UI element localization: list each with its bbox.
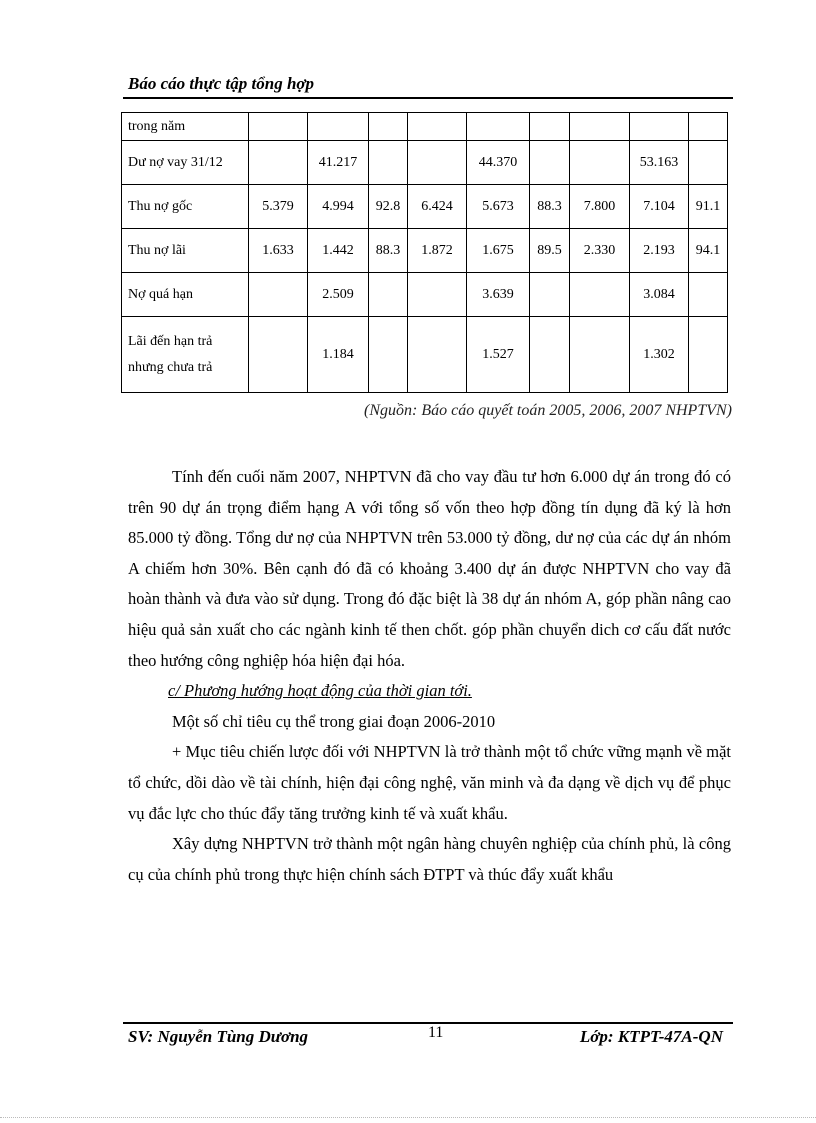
row-label-line: Dư nợ vay 31/12 [128,154,223,170]
page-number: 11 [428,1024,444,1041]
table-cell: 88.3 [369,229,408,273]
table-row [122,273,728,317]
footer-student: SV: Nguyễn Tùng Dương [128,1027,309,1046]
table-cell [408,273,467,317]
table-cell [689,317,728,393]
row-label-line: Thu nợ lãi [128,242,186,258]
table-cell: 1.633 [249,229,308,273]
table-cell [630,113,689,141]
header-title: Báo cáo thực tập tổng hợp [128,74,315,93]
row-label [122,113,249,141]
table-row [122,185,728,229]
table-cell [369,317,408,393]
page-edge [0,1117,816,1118]
paragraph-strategy: + Mục tiêu chiến lược đối với NHPTVN là trở thành một tổ chức vững mạnh về mặt tổ chức, dồi dào về tài chính, hiện đại công nghệ, văn minh và đa dạng về dịch vụ để phục vụ đắc lực cho thúc đẩy tăng trưởng kinh tế và xuất khẩu. [128,742,731,823]
table-cell: 6.424 [408,185,467,229]
table-cell: 44.370 [467,141,530,185]
row-label [122,273,249,317]
paragraph-build: Xây dựng NHPTVN trở thành một ngân hàng chuyên nghiệp của chính phủ, là công cụ của chính phủ trong thực hiện chính sách ĐTPT và thúc đẩy xuất khẩu [128,834,731,884]
header-rule [123,97,733,99]
row-label-line: Thu nợ gốc [128,198,193,214]
row-label [122,185,249,229]
row-label [122,317,249,393]
table-cell: 3.639 [467,273,530,317]
table-cell: 5.379 [249,185,308,229]
table-cell [249,317,308,393]
table-cell [408,317,467,393]
table-cell: 1.675 [467,229,530,273]
table-cell [408,113,467,141]
table-cell [369,273,408,317]
table-cell: 41.217 [308,141,369,185]
table-row [122,229,728,273]
paragraph-indicators: Một số chỉ tiêu cụ thể trong giai đoạn 2006-2010 [172,711,496,731]
table-cell: 2.193 [630,229,689,273]
table-cell: 2.330 [570,229,630,273]
table-cell: 7.800 [570,185,630,229]
source-note: (Nguồn: Báo cáo quyết toán 2005, 2006, 2007 NHPTVN) [364,402,732,419]
table-cell [689,273,728,317]
table-cell [530,141,570,185]
table-cell: 2.509 [308,273,369,317]
row-label-line: Nợ quá hạn [128,286,193,302]
table-row [122,141,728,185]
row-label [122,141,249,185]
table-cell [369,113,408,141]
table-cell [408,141,467,185]
paragraph-summary: Tính đến cuối năm 2007, NHPTVN đã cho vay đầu tư hơn 6.000 dự án trong đó có trên 90 dự án trọng điểm hạng A với tổng số vốn theo hợp đồng tín dụng đã ký là hơn 85.000 tỷ đồng. Tổng dư nợ của NHPTVN trên 53.000 tỷ đồng, dư nợ của các dự án nhóm A chiếm hơn 30%. Bên cạnh đó đã có khoảng 3.400 dự án được NHPTVN cho vay đã hoàn thành và đưa vào sử dụng. Trong đó đặc biệt là 38 dự án nhóm A, góp phần nâng cao hiệu quả sản xuất cho các ngành kinh tế then chốt. góp phần chuyển dich cơ cấu đất nước theo hướng công nghiệp hóa hiện đại hóa. [128,467,731,670]
row-label-line: Lãi đến hạn trả [128,333,213,349]
row-label-line: trong năm [128,118,186,134]
table-cell [249,141,308,185]
table-cell: 88.3 [530,185,570,229]
table-cell [369,141,408,185]
section-heading: c/ Phương hướng hoạt động của thời gian tới. [168,681,472,701]
table-cell [308,113,369,141]
table-cell: 4.994 [308,185,369,229]
table-cell [530,317,570,393]
table-cell [249,273,308,317]
table-cell: 1.302 [630,317,689,393]
table-cell: 1.527 [467,317,530,393]
table-cell [570,141,630,185]
body-text [128,462,731,890]
table-cell [689,113,728,141]
table-cell [530,273,570,317]
table-row [122,113,728,141]
table-cell: 1.184 [308,317,369,393]
table-cell: 92.8 [369,185,408,229]
table-cell [570,273,630,317]
table-row [122,317,728,393]
table-cell: 94.1 [689,229,728,273]
table-cell: 1.872 [408,229,467,273]
table-cell: 53.163 [630,141,689,185]
table-cell [570,317,630,393]
table-cell: 91.1 [689,185,728,229]
table-cell: 3.084 [630,273,689,317]
table-cell [570,113,630,141]
table-cell: 1.442 [308,229,369,273]
row-label-line: nhưng chưa trả [128,359,213,375]
table-cell [689,141,728,185]
table-cell: 5.673 [467,185,530,229]
table-cell: 7.104 [630,185,689,229]
footer-class: Lớp: KTPT-47A-QN [579,1027,723,1046]
row-label [122,229,249,273]
table-cell [530,113,570,141]
table-cell [249,113,308,141]
table-cell [467,113,530,141]
data-table [121,112,728,393]
table-cell: 89.5 [530,229,570,273]
